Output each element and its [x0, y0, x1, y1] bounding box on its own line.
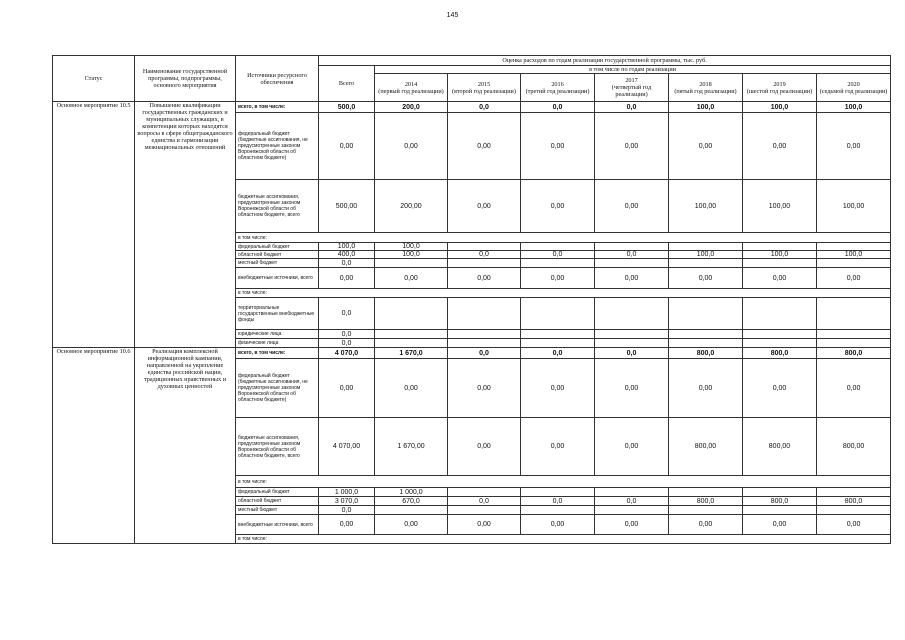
header-year-2019: 2019 (шестой год реализации)	[743, 74, 817, 102]
header-year-2016: 2016 (третий год реализации)	[521, 74, 595, 102]
source-label: в том числе:	[236, 289, 319, 298]
value-year: 100,0	[669, 102, 743, 113]
value-year	[521, 506, 595, 515]
source-label: местный бюджет	[236, 259, 319, 268]
value-total: 0,0	[319, 259, 375, 268]
value-year	[448, 243, 521, 251]
value-year: 800,0	[817, 348, 891, 359]
value-year: 100,0	[375, 243, 448, 251]
value-year	[817, 330, 891, 339]
value-year	[448, 506, 521, 515]
table-row	[53, 348, 891, 359]
value-year	[521, 488, 595, 497]
value-year: 100,0	[743, 251, 817, 259]
value-year: 0,00	[375, 268, 448, 289]
value-year: 0,00	[743, 268, 817, 289]
value-total: 500,0	[319, 102, 375, 113]
value-year: 0,0	[521, 251, 595, 259]
value-year	[743, 243, 817, 251]
value-year	[521, 243, 595, 251]
value-year	[375, 259, 448, 268]
value-total: 0,00	[319, 113, 375, 180]
value-year: 1 000,0	[375, 488, 448, 497]
header-sources: Источники ресурсного обеспечения	[236, 56, 319, 102]
value-year	[669, 339, 743, 348]
source-label: бюджетные ассигнования, предусмотренные законом Воронежской области об областном бюджете, всего	[236, 418, 319, 476]
header-year-2020: 2020 (седьмой год реализации)	[817, 74, 891, 102]
value-year	[669, 330, 743, 339]
value-year: 0,0	[595, 348, 669, 359]
value-year: 0,00	[448, 418, 521, 476]
value-year	[595, 243, 669, 251]
value-year	[817, 243, 891, 251]
value-year	[595, 298, 669, 330]
empty-cell	[319, 476, 891, 488]
value-year: 0,0	[521, 102, 595, 113]
header-program-name: Наименование государственной программы, подпрограммы, основного мероприятия	[135, 56, 236, 102]
value-year	[375, 298, 448, 330]
value-year: 800,00	[669, 418, 743, 476]
source-label: федеральный бюджет	[236, 488, 319, 497]
value-year: 0,0	[595, 102, 669, 113]
value-year: 0,00	[743, 113, 817, 180]
value-year	[669, 488, 743, 497]
value-year: 0,00	[448, 113, 521, 180]
empty-cell	[319, 289, 891, 298]
value-year: 0,00	[817, 359, 891, 418]
value-total: 0,00	[319, 359, 375, 418]
value-year: 0,00	[448, 359, 521, 418]
value-year: 200,0	[375, 102, 448, 113]
source-label: всего, в том числе:	[236, 348, 319, 359]
value-year: 0,00	[375, 113, 448, 180]
source-label: федеральный бюджет	[236, 243, 319, 251]
value-year	[817, 506, 891, 515]
value-year	[595, 330, 669, 339]
value-year: 100,0	[743, 102, 817, 113]
status-cell: Основное мероприятие 10.6	[53, 348, 135, 544]
source-label: территориальные государственные внебюджетные фонды	[236, 298, 319, 330]
value-year: 0,00	[375, 515, 448, 535]
value-year	[521, 330, 595, 339]
value-year: 0,00	[448, 180, 521, 233]
empty-cell	[319, 233, 891, 243]
value-year: 800,0	[669, 348, 743, 359]
value-year	[595, 488, 669, 497]
value-year	[595, 339, 669, 348]
value-year: 800,0	[743, 348, 817, 359]
value-year: 1 670,00	[375, 418, 448, 476]
value-year	[743, 339, 817, 348]
value-year: 0,00	[521, 268, 595, 289]
value-year: 0,00	[743, 515, 817, 535]
source-label: физические лица	[236, 339, 319, 348]
value-total: 0,0	[319, 298, 375, 330]
header-total: Всего	[319, 66, 375, 102]
source-label: областной бюджет	[236, 497, 319, 506]
value-year: 670,0	[375, 497, 448, 506]
value-year	[669, 259, 743, 268]
value-year	[817, 259, 891, 268]
value-year: 0,00	[521, 113, 595, 180]
value-year	[448, 339, 521, 348]
status-cell: Основное мероприятие 10.5	[53, 102, 135, 348]
value-year: 0,00	[375, 359, 448, 418]
source-label: в том числе:	[236, 476, 319, 488]
value-year	[743, 506, 817, 515]
value-year: 200,00	[375, 180, 448, 233]
value-year: 800,0	[743, 497, 817, 506]
value-year	[521, 298, 595, 330]
value-total: 4 070,00	[319, 418, 375, 476]
value-year: 0,00	[669, 113, 743, 180]
value-year: 800,00	[743, 418, 817, 476]
activity-name-cell: Повышение квалификации государственных гражданских и муниципальных служащих, в компетенции которых находятся вопросы в сфере общегражданского единства и гармонизации межнациональных отношений	[135, 102, 236, 348]
value-year: 1 670,0	[375, 348, 448, 359]
value-year	[521, 259, 595, 268]
value-year	[817, 339, 891, 348]
value-year	[375, 506, 448, 515]
value-year: 0,00	[743, 359, 817, 418]
value-year: 0,0	[521, 497, 595, 506]
table-row	[53, 102, 891, 113]
value-year: 100,00	[743, 180, 817, 233]
source-label: федеральный бюджет (бюджетные ассигнования, не предусмотренные законом Воронежской области об областном бюджете)	[236, 359, 319, 418]
value-year: 0,0	[595, 497, 669, 506]
value-total: 1 000,0	[319, 488, 375, 497]
source-label: всего, в том числе:	[236, 102, 319, 113]
header-year-2015: 2015 (второй год реализации)	[448, 74, 521, 102]
value-year	[669, 298, 743, 330]
value-year: 0,00	[521, 515, 595, 535]
value-year: 0,00	[595, 113, 669, 180]
value-year: 0,0	[448, 251, 521, 259]
source-label: в том числе:	[236, 535, 319, 544]
header-status: Статус	[53, 56, 135, 102]
value-total: 4 070,0	[319, 348, 375, 359]
value-year: 0,00	[448, 515, 521, 535]
value-year	[669, 243, 743, 251]
value-year: 100,0	[669, 251, 743, 259]
budget-table	[52, 55, 891, 544]
source-label: местный бюджет	[236, 506, 319, 515]
source-label: бюджетные ассигнования, предусмотренные законом Воронежской области об областном бюджете, всего	[236, 180, 319, 233]
value-total: 0,00	[319, 268, 375, 289]
activity-name-cell: Реализация комплексной информационной кампании, направленной на укрепление единства российской нации, традиционных нравственных и духовных ценностей	[135, 348, 236, 544]
value-total: 0,0	[319, 339, 375, 348]
value-year: 0,00	[595, 268, 669, 289]
source-label: внебюджетные источники, всего	[236, 268, 319, 289]
source-label: внебюджетные источники, всего	[236, 515, 319, 535]
value-year: 100,0	[375, 251, 448, 259]
value-total: 0,00	[319, 515, 375, 535]
value-year	[743, 259, 817, 268]
value-year: 0,00	[669, 268, 743, 289]
value-year	[743, 330, 817, 339]
source-label: федеральный бюджет (бюджетные ассигнования, не предусмотренные законом Воронежской области об областном бюджете)	[236, 113, 319, 180]
value-year: 0,00	[595, 418, 669, 476]
value-year: 0,0	[448, 102, 521, 113]
value-year	[817, 298, 891, 330]
value-total: 3 070,0	[319, 497, 375, 506]
value-total: 0,0	[319, 330, 375, 339]
value-year: 0,0	[448, 348, 521, 359]
value-year: 800,00	[817, 418, 891, 476]
source-label: в том числе:	[236, 233, 319, 243]
value-total: 500,00	[319, 180, 375, 233]
value-year: 0,00	[521, 418, 595, 476]
value-year: 0,0	[595, 251, 669, 259]
value-total: 0,0	[319, 506, 375, 515]
value-year	[448, 330, 521, 339]
value-year: 0,0	[448, 497, 521, 506]
value-total: 400,0	[319, 251, 375, 259]
value-total: 100,0	[319, 243, 375, 251]
value-year	[595, 259, 669, 268]
value-year	[448, 298, 521, 330]
value-year	[521, 339, 595, 348]
value-year: 100,00	[669, 180, 743, 233]
value-year: 0,00	[817, 113, 891, 180]
value-year: 0,00	[817, 515, 891, 535]
value-year: 100,00	[817, 180, 891, 233]
value-year	[375, 339, 448, 348]
value-year	[669, 506, 743, 515]
value-year	[743, 488, 817, 497]
empty-cell	[319, 535, 891, 544]
value-year: 0,00	[595, 359, 669, 418]
header-year-2014: 2014 (первый год реализации)	[375, 74, 448, 102]
value-year: 0,00	[521, 180, 595, 233]
value-year: 0,00	[669, 359, 743, 418]
header-estimate: Оценка расходов по годам реализации государственной программы, тыс. руб.	[319, 56, 891, 66]
header-year-2018: 2018 (пятый год реализации)	[669, 74, 743, 102]
value-year: 0,00	[669, 515, 743, 535]
value-year	[375, 330, 448, 339]
value-year: 800,0	[817, 497, 891, 506]
value-year: 100,0	[817, 251, 891, 259]
header-year-2017: 2017 (четвертый год реализации)	[595, 74, 669, 102]
value-year	[448, 488, 521, 497]
value-year: 0,00	[448, 268, 521, 289]
value-year	[595, 506, 669, 515]
value-year: 0,00	[595, 180, 669, 233]
header-by-years: в том числе по годам реализации	[375, 66, 891, 74]
value-year	[448, 259, 521, 268]
value-year: 100,0	[817, 102, 891, 113]
value-year: 800,0	[669, 497, 743, 506]
value-year	[743, 298, 817, 330]
source-label: областной бюджет	[236, 251, 319, 259]
page-number: 145	[446, 12, 459, 19]
value-year: 0,00	[595, 515, 669, 535]
source-label: юридические лица	[236, 330, 319, 339]
value-year: 0,00	[817, 268, 891, 289]
value-year	[817, 488, 891, 497]
value-year: 0,00	[521, 359, 595, 418]
value-year: 0,0	[521, 348, 595, 359]
